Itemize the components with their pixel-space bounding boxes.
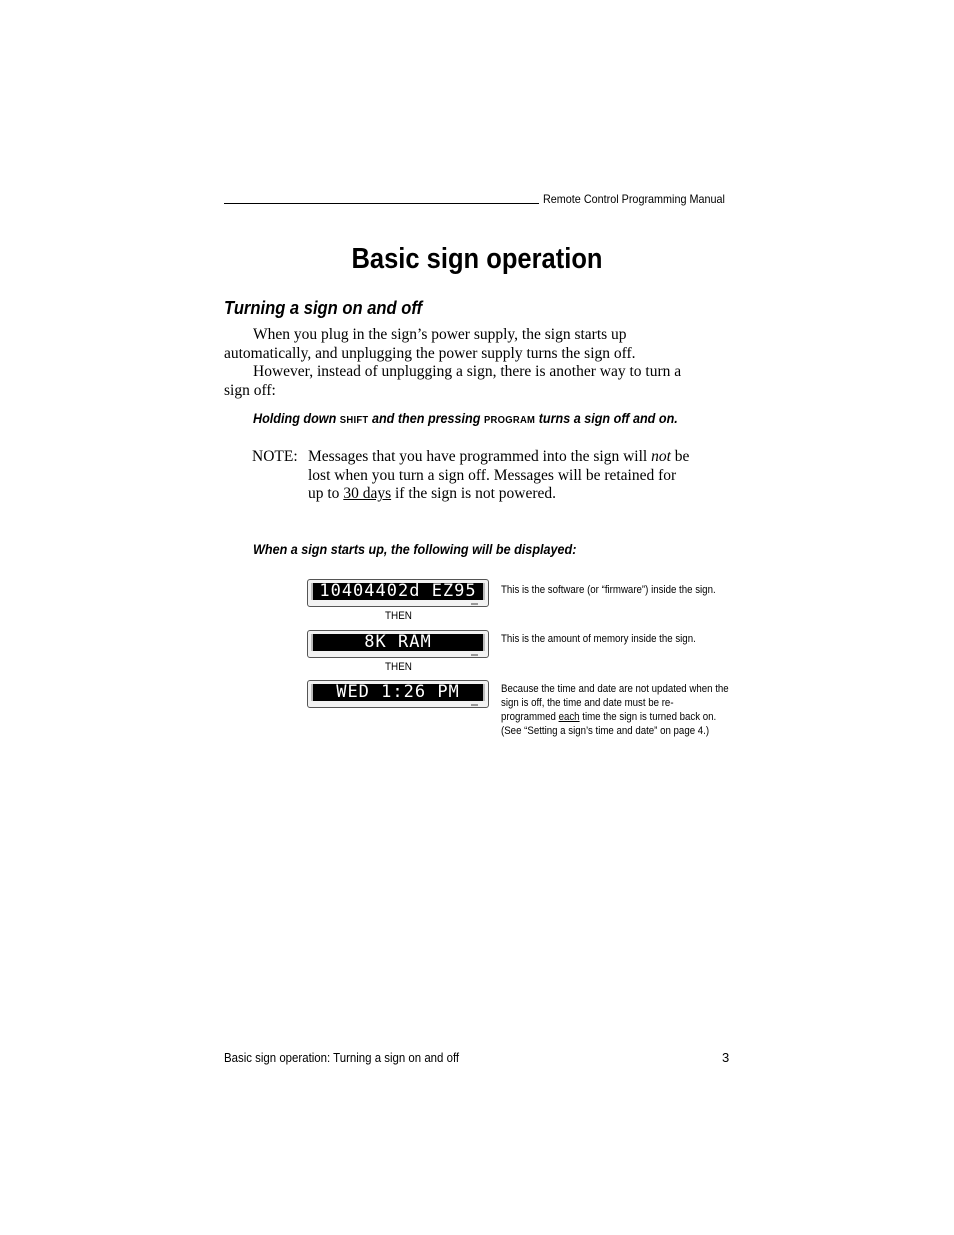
- sign-screen: [311, 583, 485, 600]
- note-text-part: be: [670, 448, 690, 465]
- caption-line: [501, 710, 729, 724]
- header-rule: [224, 203, 539, 204]
- caption-time: [501, 682, 729, 738]
- paragraph-another-way: [224, 363, 744, 400]
- sign-display-memory: [307, 630, 489, 658]
- paragraph-power-supply: [224, 326, 744, 363]
- sign-indicator: [471, 654, 478, 656]
- sign-display-time: [307, 680, 489, 708]
- caption-text-part: programmed: [501, 711, 559, 723]
- key-program: PROGRAM: [483, 414, 536, 426]
- sign-screen: [311, 684, 485, 701]
- then-label: THEN: [385, 610, 412, 622]
- sign-display-text: 8K RAM: [364, 632, 432, 652]
- key-shift: SHIFT: [339, 414, 369, 426]
- paragraph-line: sign off:: [224, 381, 276, 399]
- sign-screen: [311, 634, 485, 651]
- note-line: [308, 485, 689, 504]
- page-title: Basic sign operation: [351, 243, 603, 275]
- manual-title: Remote Control Programming Manual: [543, 192, 725, 206]
- note-text-part: Messages that you have programmed into the sign will: [308, 448, 652, 465]
- paragraph-line: automatically, and unplugging the power supply turns the sign off.: [224, 344, 636, 362]
- caption-text-part: time the sign is turned back on.: [579, 711, 717, 723]
- footer-section-title: Basic sign operation: Turning a sign on and off: [224, 1050, 460, 1065]
- note-text: [308, 448, 689, 504]
- caption-line: Because the time and date are not updated when the: [501, 683, 729, 695]
- note-emphasis: not: [651, 448, 671, 465]
- note-label: NOTE:: [252, 448, 298, 465]
- paragraph-line: When you plug in the sign’s power supply, the sign starts up: [253, 326, 627, 343]
- caption-memory: This is the amount of memory inside the sign.: [501, 633, 696, 645]
- instruction-text: [253, 410, 678, 426]
- sign-display-text: WED 1:26 PM: [336, 682, 460, 702]
- section-heading: Turning a sign on and off: [224, 298, 423, 318]
- note-underlined: 30 days: [343, 485, 392, 502]
- sign-indicator: [471, 603, 478, 605]
- page-number: 3: [722, 1050, 730, 1065]
- caption-line: sign is off, the time and date must be re-: [501, 697, 674, 709]
- sign-display-firmware: [307, 579, 489, 607]
- note-text-part: up to: [308, 485, 344, 502]
- caption-firmware: This is the software (or “firmware”) inside the sign.: [501, 584, 716, 596]
- note-line: lost when you turn a sign off. Messages will be retained for: [308, 466, 677, 484]
- paragraph-line: However, instead of unplugging a sign, there is another way to turn a: [253, 363, 682, 380]
- note-text-part: if the sign is not powered.: [391, 485, 556, 502]
- sign-indicator: [471, 704, 478, 706]
- instruction-part: and then pressing: [368, 410, 484, 426]
- caption-line: (See “Setting a sign’s time and date” on page 4.): [501, 725, 710, 737]
- sign-display-text: 10404402d EZ95: [319, 581, 477, 601]
- instruction-part: Holding down: [253, 410, 340, 426]
- instruction-part: turns a sign off and on.: [535, 410, 678, 426]
- then-label: THEN: [385, 661, 412, 673]
- note-line: [308, 448, 689, 467]
- startup-heading: When a sign starts up, the following will be displayed:: [253, 541, 577, 557]
- caption-underlined: each: [558, 711, 580, 723]
